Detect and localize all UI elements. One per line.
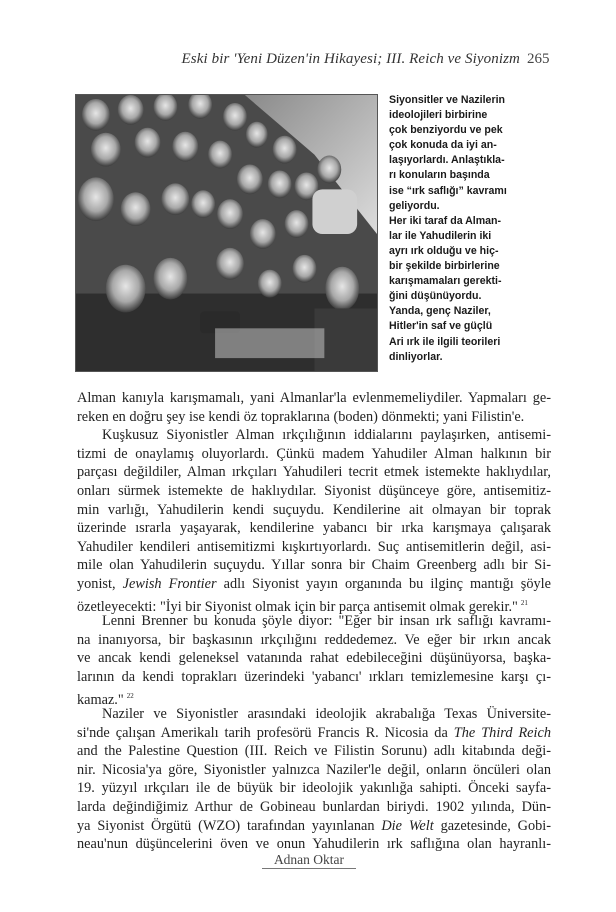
caption-line: ğini düşünüyordu.	[389, 290, 482, 303]
body-line: Alman kanıyla karışmamalı, yani Almanlar'la evlenmemeliydiler. Yapmaları ge-	[77, 390, 551, 406]
caption-line: lar ile Yahudilerin iki	[389, 229, 492, 242]
caption-line: laşıyorlardı. Anlaştıkla-	[389, 154, 505, 167]
body-line: larda değindiğimiz Arthur de Gobineau bunlardan biriydi. 1902 yılında, Dün-	[77, 799, 551, 816]
footer-author: Adnan Oktar	[262, 852, 356, 869]
caption-line: dinliyorlar.	[389, 350, 443, 363]
body-line: neau'nun düşüncelerini öven ve onun Yahudilerin ırk saflığına olan hayranlı-	[77, 836, 551, 853]
body-line: larının da kendi toprakları üzerindeki 'yabancı' ırkları temizlemesine karşı çı-	[77, 668, 551, 685]
caption-line: Siyonsitler ve Nazilerin	[389, 94, 505, 106]
body-line: si'nde çalışan Amerikalı tarih profesörü Francis R. Nicosia da The Third Reich	[77, 724, 551, 741]
caption-line: rı konuların başında	[389, 169, 490, 182]
caption-line: geliyordu.	[389, 199, 440, 212]
body-line: Yahudiler kendileri antisemitizmi kışkırtıyorlardı. Suç antisemitlerin değil, asi-	[77, 538, 551, 555]
body-line: mile olan Yahudilerin suçuydu. Yıllar sonra bir Chaim Greenberg adlı bir Si-	[77, 557, 551, 574]
body-line: tizmi de onaylamış oluyorlardı. Çünkü madem Yahudiler Alman halkının bir	[77, 445, 551, 462]
caption-line: Yanda, genç Naziler,	[389, 305, 491, 318]
italic-title: Die Welt	[381, 817, 434, 834]
caption-line: çok benziyordu ve pek	[389, 124, 503, 137]
body-line: onları sürmek istemekte de haklıydılar. Siyonist düşünceye göre, antisemitiz-	[77, 482, 551, 499]
caption-line: çok konuda da iyi an-	[389, 139, 497, 152]
caption-line: ayrı ırk olduğu ve hiç-	[389, 244, 499, 257]
body-line: 19. yüzyıl ırkçıları ile de büyük bir ideolojik yakınlığa sahipti. Önceki sayfa-	[77, 780, 551, 797]
body-line: özetleyecekti: "İyi bir Siyonist olmak için bir parça antisemit olmak gerekir." $^{21}$	[77, 598, 528, 615]
body-line: nir. Nicosia'ya göre, Siyonistler yalnızca Naziler'le değil, onların öncüleri olan	[77, 761, 551, 778]
page-number: 265	[527, 51, 550, 67]
photo-illustration	[76, 95, 377, 371]
body-line: yonist, Jewish Frontier adlı Siyonist yayın organında bu ilginç mantığı şöyle	[77, 575, 551, 592]
body-line: na inanıyorsa, bir başkasının ırkçılığını reddedemez. Ve eğer bir ırkın ancak	[77, 631, 551, 648]
body-text	[77, 389, 551, 854]
caption-line: Hitler'in saf ve güçlü	[389, 320, 493, 333]
body-line: üzerinde ısrarla yaşayarak, kendilerine yabancı bir ırka karışmaya çalışarak	[77, 520, 551, 537]
footnote-marker: 22	[126, 691, 134, 700]
body-line: reken en doğru şey ise kendi öz topraklarına (boden) dönmekti; yani Filistin'e.	[77, 408, 525, 425]
caption-line: Ari ırk ile ilgili teorileri	[389, 335, 501, 348]
body-line: Naziler ve Siyonistler arasındaki ideolojik akrabalığa Texas Üniversite-	[102, 706, 551, 723]
footnote-marker: 21	[520, 598, 528, 607]
body-line: min varlığı, Yahudilerin kendi suçuydu. Kendilerine ait olmayan bir toprak	[77, 501, 551, 518]
body-line: ve ancak kendi geleneksel vatanında rahat edebileceğini düşünüyorsa, başka-	[77, 650, 551, 667]
body-line: Kuşkusuz Siyonistler Alman ırkçılığının iddialarını paylaşırken, antisemi-	[102, 427, 551, 444]
caption-line: ideolojileri birbirine	[389, 109, 488, 122]
caption-line: ise “ırk saflığı” kavramı	[389, 184, 507, 197]
body-line: kamaz." $^{22}$	[77, 691, 134, 708]
italic-title: The Third Reich	[453, 724, 551, 741]
caption-line: Her iki taraf da Alman-	[389, 214, 502, 227]
caption-line: karışmamaları gerekti-	[389, 275, 502, 288]
caption-line: bir şekilde birbirlerine	[389, 260, 500, 273]
running-title: Eski bir 'Yeni Düzen'in Hikayesi; III. Reich ve Siyonizm	[181, 51, 520, 67]
photo-caption	[389, 93, 549, 365]
body-line: and the Palestine Question (III. Reich ve Filistin Sorunu) adlı kitabında deği-	[77, 743, 551, 760]
italic-title: Jewish Frontier	[122, 575, 217, 592]
body-line: ya Siyonist Örgütü (WZO) tarafından yayınlanan Die Welt gazetesinde, Gobi-	[77, 817, 552, 834]
body-line: Lenni Brenner bu konuda şöyle diyor: "Eğer bir insan ırk saflığı kavramı-	[102, 613, 551, 630]
body-line: parçası değildiler, Alman ırkçıları Yahudileri tecrit etmek istemekte haklıydılar,	[77, 464, 551, 481]
historical-photo	[75, 94, 378, 372]
